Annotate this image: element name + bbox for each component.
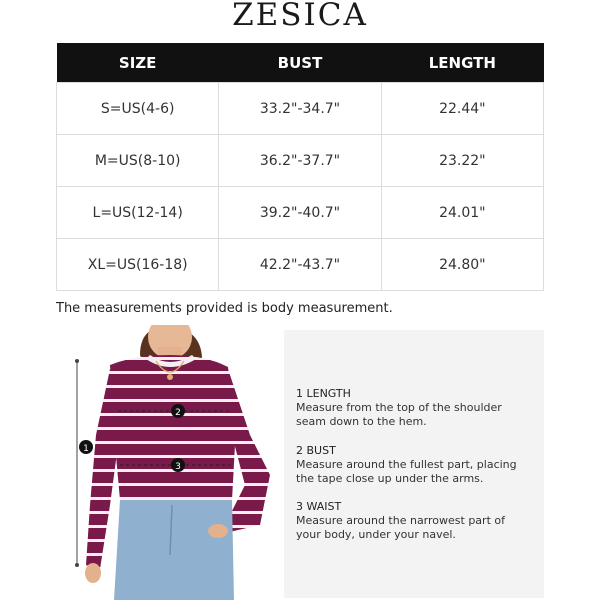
cell-length: 23.22" [381, 135, 543, 187]
step-title: 1 LENGTH [296, 387, 351, 400]
step-title: 2 BUST [296, 444, 336, 457]
step-length [296, 387, 536, 429]
measurement-guide-panel [284, 330, 544, 598]
size-chart-table [56, 43, 544, 291]
brand-logo: ZESICA [232, 0, 368, 33]
marker-2 [171, 404, 185, 418]
cell-bust: 33.2"-34.7" [219, 83, 381, 135]
right-hand [208, 524, 228, 538]
marker-3 [171, 458, 185, 472]
cell-length: 22.44" [381, 83, 543, 135]
step-title: 3 WAIST [296, 500, 342, 513]
header-size: SIZE [57, 43, 219, 83]
step-description-line: Measure around the narrowest part of [296, 514, 505, 527]
step-description-line: Measure from the top of the shoulder [296, 401, 502, 414]
step-description-line: the tape close up under the arms. [296, 472, 484, 485]
jeans [114, 500, 234, 600]
measurement-note: The measurements provided is body measurement. [56, 301, 393, 316]
svg-text:1: 1 [83, 444, 89, 454]
cell-bust: 39.2"-40.7" [219, 187, 381, 239]
header-length: LENGTH [381, 43, 543, 83]
cell-size: M=US(8-10) [57, 135, 219, 187]
table-header-row [57, 43, 544, 83]
svg-text:2: 2 [175, 408, 181, 418]
svg-text:3: 3 [175, 462, 181, 472]
cell-length: 24.80" [381, 239, 543, 291]
cell-length: 24.01" [381, 187, 543, 239]
left-hand [85, 563, 101, 583]
necklace-pendant [167, 374, 173, 380]
step-waist [296, 500, 536, 542]
step-description-line: Measure around the fullest part, placing [296, 458, 517, 471]
table-row [57, 239, 544, 291]
marker-1 [79, 440, 93, 454]
step-description-line: your body, under your navel. [296, 528, 456, 541]
cell-bust: 36.2"-37.7" [219, 135, 381, 187]
step-bust [296, 444, 536, 486]
table-row [57, 187, 544, 239]
table-row [57, 83, 544, 135]
cell-bust: 42.2"-43.7" [219, 239, 381, 291]
length-arrow [75, 359, 79, 567]
model-photo [60, 325, 280, 600]
cell-size: L=US(12-14) [57, 187, 219, 239]
step-description-line: seam down to the hem. [296, 415, 427, 428]
table-row [57, 135, 544, 187]
cell-size: XL=US(16-18) [57, 239, 219, 291]
cell-size: S=US(4-6) [57, 83, 219, 135]
header-bust: BUST [219, 43, 381, 83]
